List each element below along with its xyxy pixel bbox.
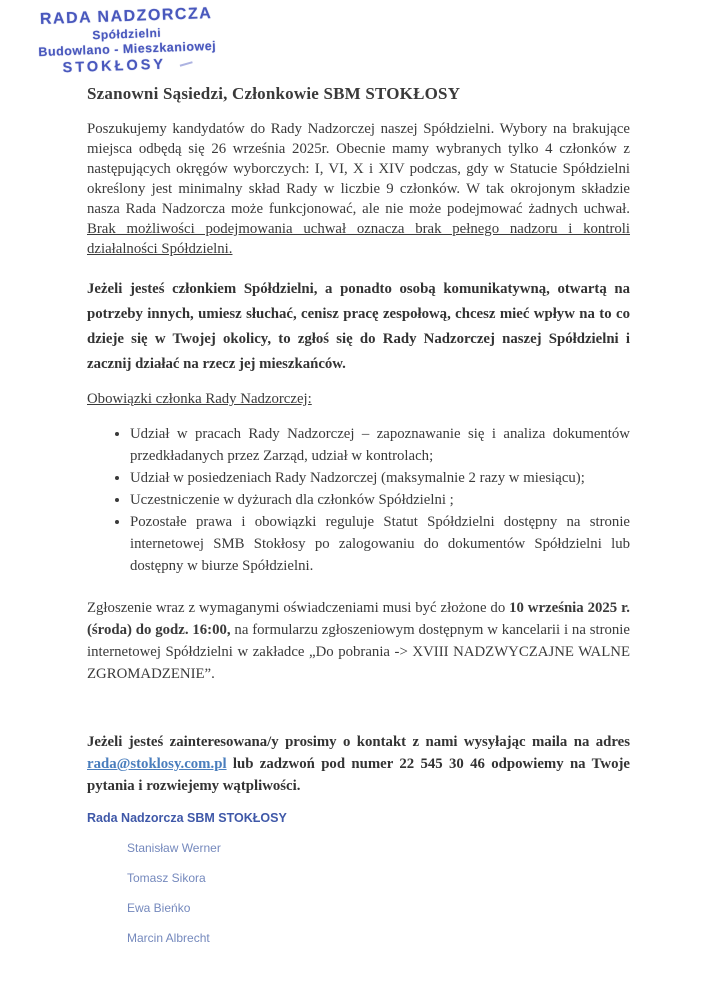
intro-text: Poszukujemy kandydatów do Rady Nadzorczej naszej Spółdzielni. Wybory na brakujące miejsca odbędą się 26 września 2025r. Obecnie mamy wybranych tylko 4 członków z następujących okręgów wyborczych: I, VI, X i XIV podczas, gdy w Statucie Spółdzielni określony jest minimalny skład Rady w liczbie 9 członków. W tak okrojonym składzie nasza Rada Nadzorcza może funkcjonować, ale nie może podejmować żadnych uchwał. [87, 121, 630, 217]
duty-item: • Uczestniczenie w dyżurach dla członków Spółdzielni ; [130, 489, 630, 511]
supervisory-board-stamp [21, 4, 233, 78]
page-title: Szanowni Sąsiedzi, Członkowie SBM STOKŁOSY [87, 84, 461, 103]
duty-item: • Udział w pracach Rady Nadzorczej – zapoznawanie się i analiza dokumentów przedkładanych przez Zarząd, udział w kontrolach; [130, 423, 630, 467]
letter-content [87, 84, 630, 961]
duty-item: • Pozostałe prawa i obowiązki reguluje Statut Spółdzielni dostępny na stronie internetowej SMB Stokłosy po zalogowaniu do dokumentów Spółdzielni lub dostępny w biurze Spółdzielni. [130, 511, 630, 577]
stamp-smudge-mark [179, 56, 193, 66]
invitation-paragraph: Jeżeli jesteś członkiem Spółdzielni, a ponadto osobą komunikatywną, otwartą na potrzeby innych, umiesz słuchać, cenisz pracę zespołową, chcesz mieć wpływ na to co dzieje się w Twojej okolicy, to zgłoś się do Rady Nadzorczej naszej Spółdzielni i zacznij działać na rzecz jej mieszkańców. [87, 281, 630, 372]
contact-paragraph [87, 731, 630, 797]
intro-paragraph [87, 119, 630, 259]
signature-header: Rada Nadzorcza SBM STOKŁOSY [87, 811, 287, 825]
submission-text-end: na formularzu zgłoszeniowym dostępnym w kancelarii i na stronie internetowej Spółdzielni w zakładce „Do pobrania -> XVIII NADZWYCZAJNE WALNE ZGROMADZENIE”. [87, 622, 630, 682]
stamp-line1: RADA NADZORCZA [39, 5, 213, 29]
intro-underlined-text: Brak możliwości podejmowania uchwał oznacza brak pełnego nadzoru i kontroli działalności Spółdzielni. [87, 221, 630, 257]
duty-item: • Udział w posiedzeniach Rady Nadzorczej (maksymalnie 2 razy w miesiącu); [130, 467, 630, 489]
contact-text-start: Jeżeli jesteś zainteresowana/y prosimy o kontakt z nami wysyłając maila na adres [87, 734, 630, 750]
submission-deadline: 10 września 2025 r. (środa) do godz. 16:00, [87, 600, 630, 638]
signature-block [87, 811, 630, 945]
email-link[interactable]: rada@stoklosy.com.pl [87, 756, 227, 772]
signature-name: Marcin Albrecht [127, 931, 210, 945]
duties-heading: Obowiązki członka Rady Nadzorczej: [87, 391, 312, 407]
stamp-line4: STOKŁOSY [62, 56, 167, 77]
signature-name: Stanisław Werner [127, 841, 221, 855]
stamp-line3: Budowlano - Mieszkaniowej [38, 38, 217, 60]
signature-name: Ewa Bieńko [127, 901, 191, 915]
submission-paragraph [87, 597, 630, 685]
stamp-line2: Spółdzielni [92, 25, 162, 43]
contact-text-end: lub zadzwoń pod numer 22 545 30 46 odpowiemy na Twoje pytania i rozwiejemy wątpliwości. [87, 756, 630, 794]
signature-name: Tomasz Sikora [127, 871, 206, 885]
duties-list [87, 423, 630, 577]
submission-text-start: Zgłoszenie wraz z wymaganymi oświadczeniami musi być złożone do [87, 600, 510, 616]
